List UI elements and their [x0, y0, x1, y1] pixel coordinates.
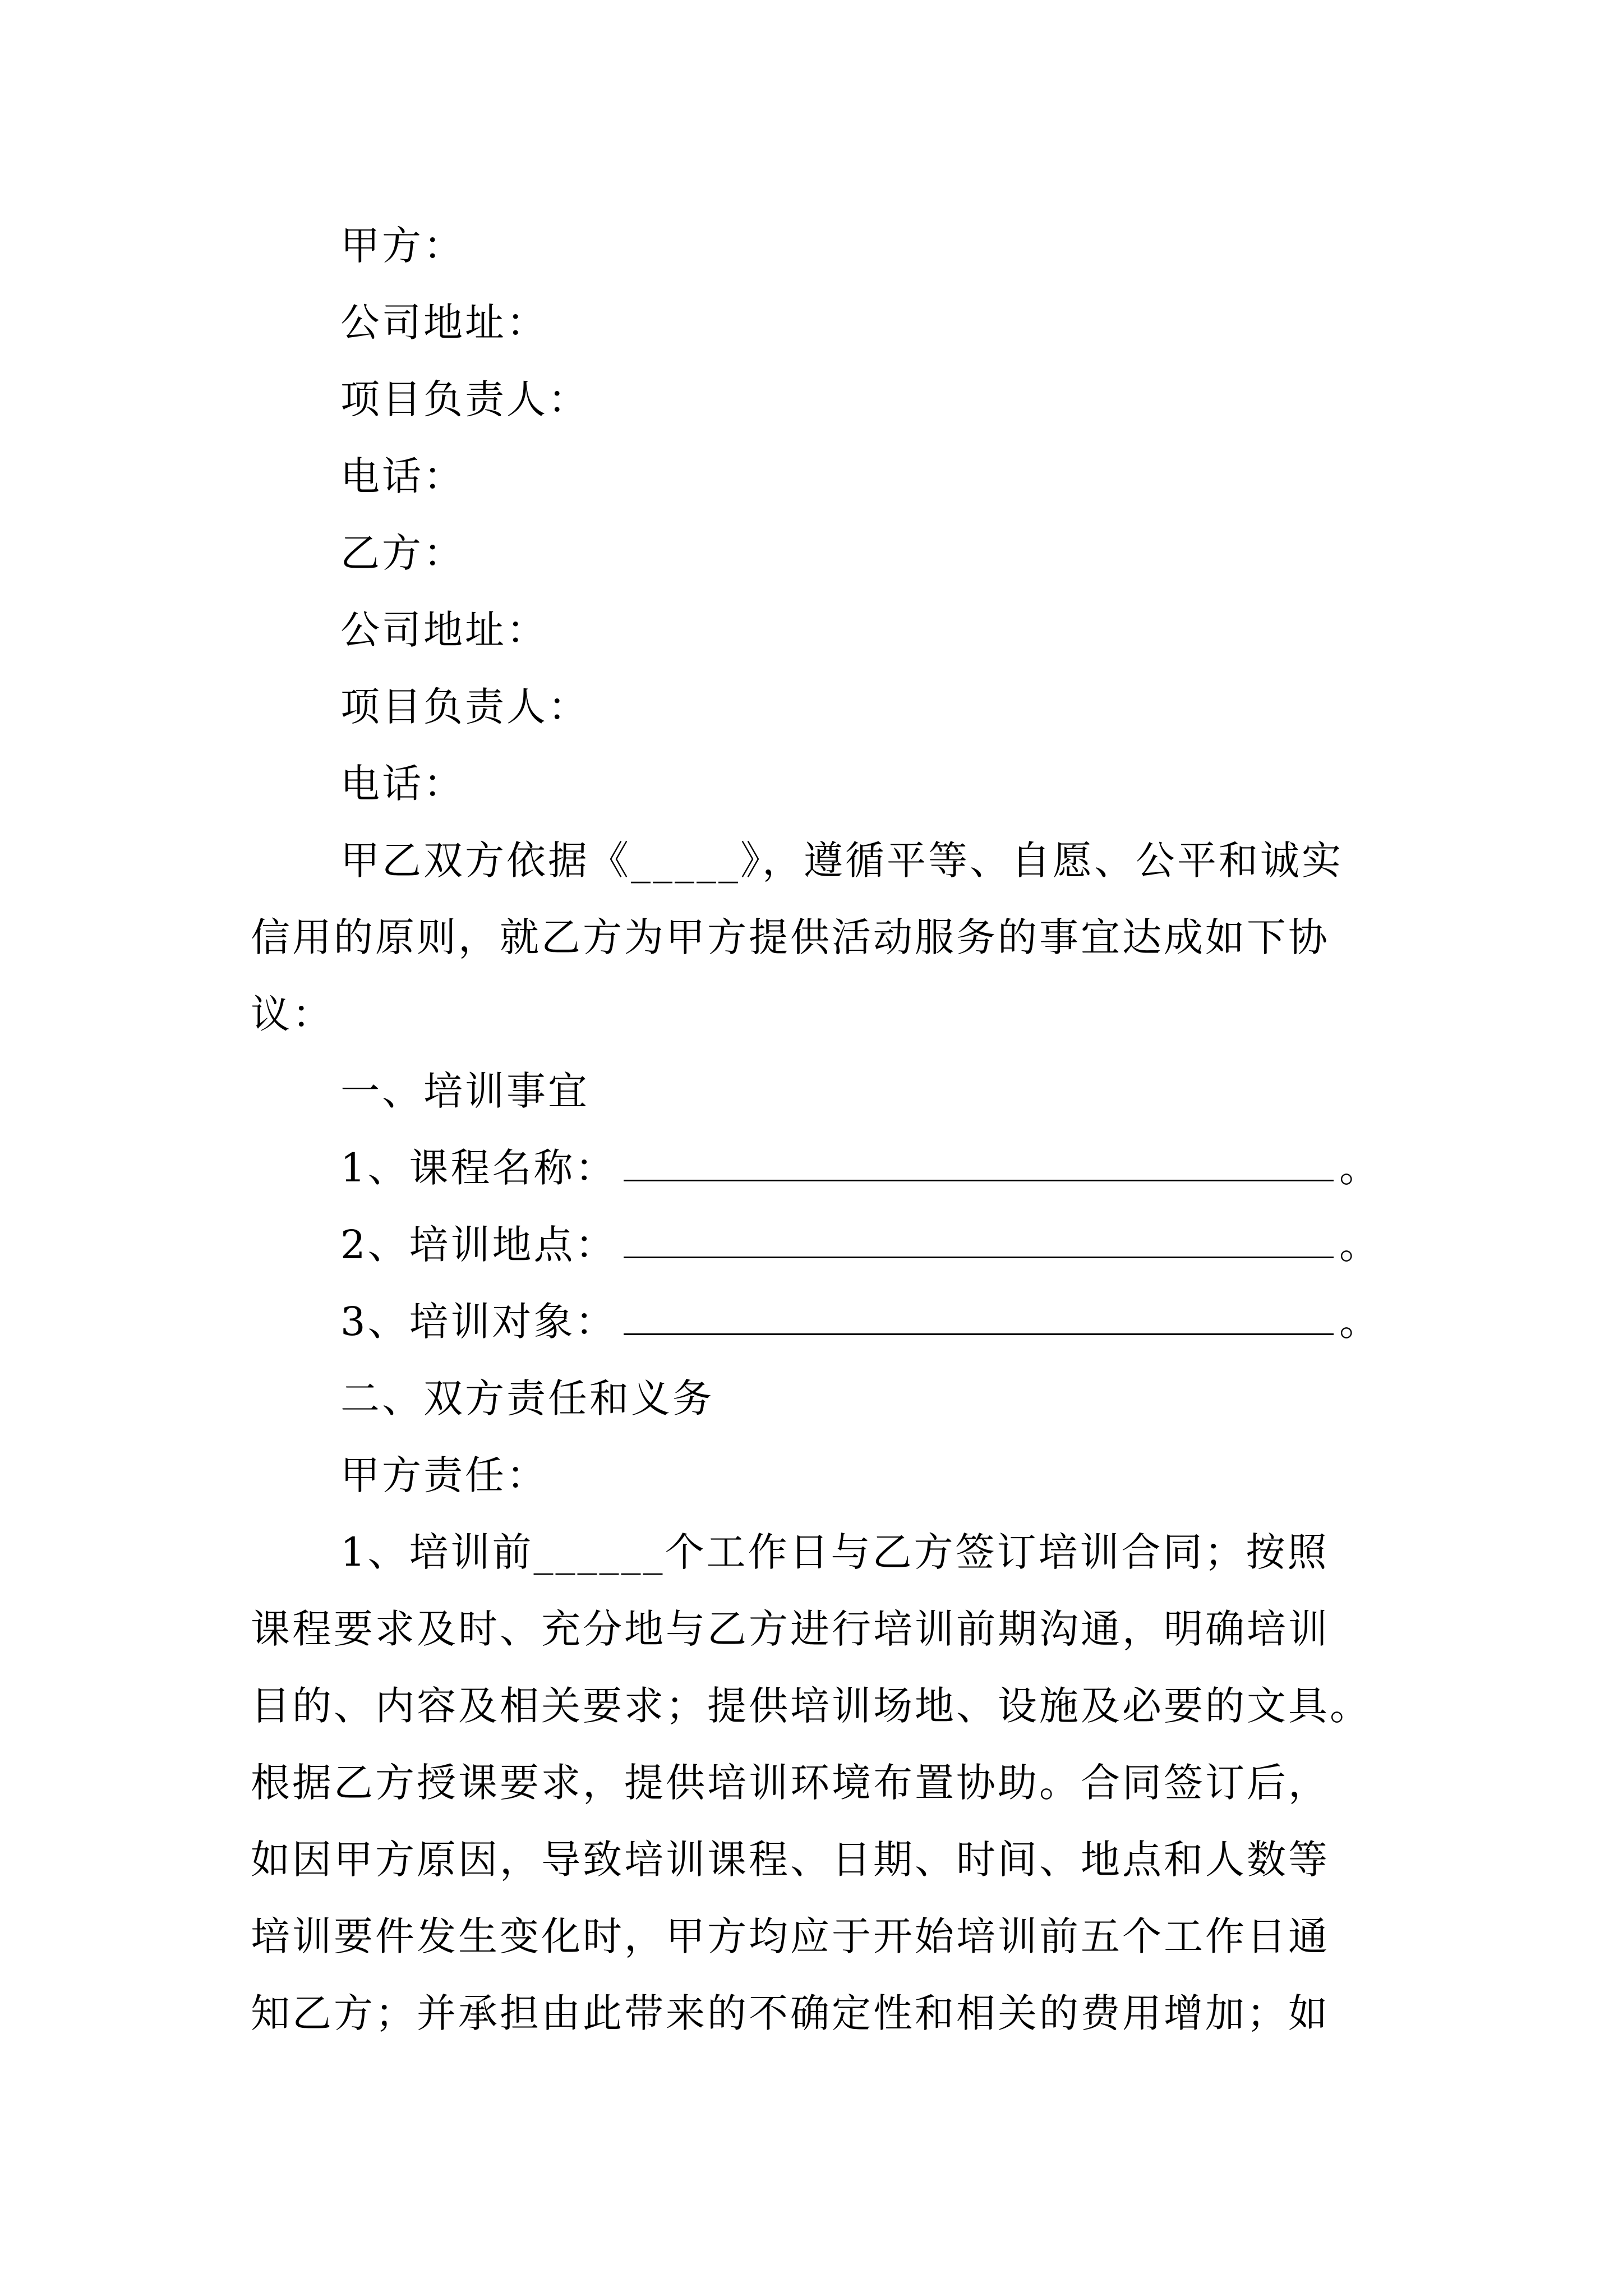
- party-a-name-label: 甲方：: [340, 223, 465, 269]
- party-b-address-label: 公司地址：: [340, 607, 548, 653]
- section-2-heading: 二、双方责任和义务: [340, 1375, 714, 1421]
- party-b-name-label: 乙方：: [340, 530, 465, 576]
- party-b-phone-label: 电话：: [340, 761, 465, 807]
- clause-1-line-1: 1、培训前______个工作日与乙方签订培训合同；按照: [340, 1529, 1329, 1575]
- training-audience-blank[interactable]: [624, 1303, 1334, 1335]
- contract-body: [251, 208, 1381, 2052]
- clause-1-line-7: 知乙方；并承担由此带来的不确定性和相关的费用增加；如: [251, 1990, 1330, 2036]
- preamble-line-3: 议：: [251, 991, 334, 1037]
- training-location-blank[interactable]: [624, 1226, 1334, 1258]
- training-location-field: [251, 1207, 1381, 1283]
- course-name-blank[interactable]: [624, 1149, 1334, 1181]
- training-audience-field: [251, 1283, 1381, 1360]
- clause-1-line-4: 根据乙方授课要求，提供培训环境布置协助。合同签订后，: [251, 1760, 1330, 1806]
- training-audience-label: 3、培训对象：: [340, 1299, 617, 1345]
- training-audience-end: 。: [1339, 1299, 1381, 1345]
- party-a-phone-label: 电话：: [340, 453, 465, 499]
- course-name-label: 1、课程名称：: [340, 1145, 617, 1191]
- clause-1-line-3: 目的、内容及相关要求；提供培训场地、设施及必要的文具。: [251, 1683, 1371, 1729]
- preamble-line-2: 信用的原则，就乙方为甲方提供活动服务的事宜达成如下协: [251, 914, 1330, 960]
- training-location-label: 2、培训地点：: [340, 1222, 617, 1268]
- clause-1-line-2: 课程要求及时、充分地与乙方进行培训前期沟通，明确培训: [251, 1606, 1330, 1652]
- party-a-manager-label: 项目负责人：: [340, 376, 589, 422]
- training-location-end: 。: [1339, 1222, 1381, 1268]
- clause-1-line-5: 如因甲方原因，导致培训课程、日期、时间、地点和人数等: [251, 1837, 1330, 1883]
- course-name-end: 。: [1339, 1145, 1381, 1191]
- party-b-manager-label: 项目负责人：: [340, 684, 589, 730]
- clause-1-line-6: 培训要件发生变化时，甲方均应于开始培训前五个工作日通: [251, 1913, 1330, 1959]
- party-a-address-label: 公司地址：: [340, 300, 548, 346]
- party-a-responsibilities-title: 甲方责任：: [340, 1452, 548, 1498]
- preamble-line-1: 甲乙双方依据《_____》，遵循平等、自愿、公平和诚实: [340, 838, 1343, 884]
- section-1-heading: 一、培训事宜: [340, 1068, 589, 1114]
- course-name-field: [251, 1130, 1381, 1207]
